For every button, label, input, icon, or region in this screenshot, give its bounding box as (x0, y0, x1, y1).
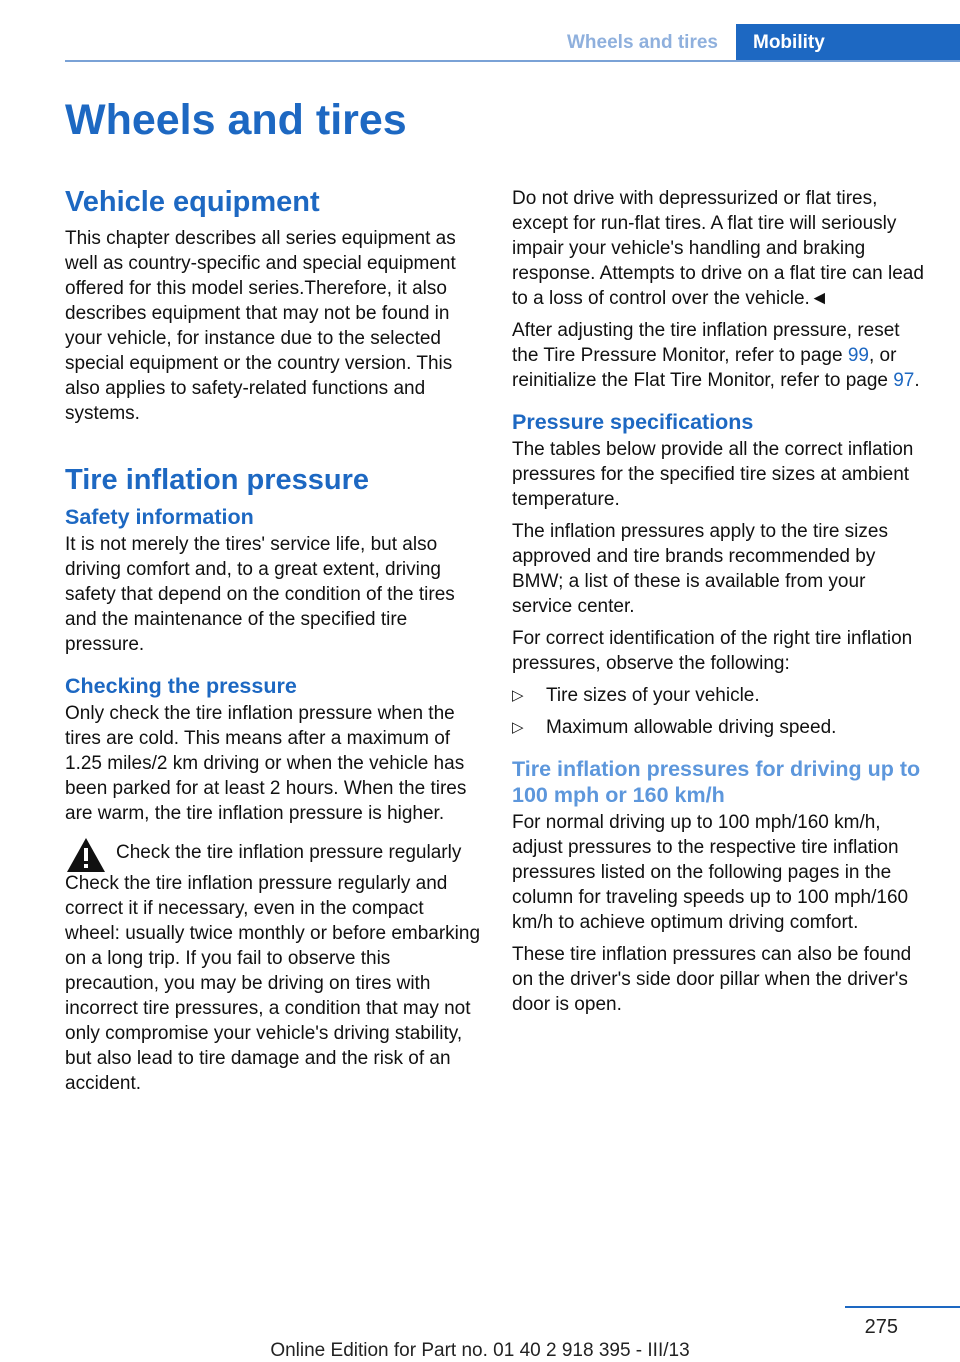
list-item-text: Maximum allowable driving speed. (546, 717, 837, 738)
tire-pressure-heading: Tire inflation pressure (65, 464, 370, 496)
checking-pressure-text: Only check the tire inflation pressure when the tires are cold. This means after a maximum of 1.25 miles/2 km driving or when the vehicle has been parked for at least 2 hours. When the tires are warm, the tire inflation pressure is higher. (65, 703, 467, 824)
warning-block (65, 840, 481, 1096)
triangle-bullet-icon: ▷ (512, 687, 524, 704)
edition-footer: Online Edition for Part no. 01 40 2 918 395 - III/13 (270, 1340, 690, 1361)
driving-pressure-heading: Tire inflation pressures for driving up to 100 mph or 160 km/h (512, 757, 921, 807)
vehicle-equipment-heading: Vehicle equipment (65, 186, 320, 218)
specs-para-2: The inflation pressures apply to the tire sizes approved and tire brands recommended by BMW; a list of these is available from your service center. (512, 521, 888, 617)
chapter-tab[interactable]: Mobility (736, 24, 960, 62)
reset-monitor-text (512, 318, 928, 393)
reset-text-part2: , or reinitialize the Flat Tire Monitor, refer to page (512, 345, 897, 391)
left-column (65, 182, 481, 1100)
footer-rule (845, 1306, 960, 1308)
warning-body: and correct it if necessary, even in the compact wheel: usually twice monthly or before embarking on a long trip. If you fail to observe this precaution, you may be driving on tires with incorrect tire pressures, a condition that may not only compromise your vehicle's driving stability, but also lead to tire damage and the risk of an accident. (65, 873, 481, 1094)
header-rule (65, 60, 960, 62)
list-item (512, 715, 928, 740)
section-tab[interactable]: Wheels and tires (567, 32, 718, 53)
driving-para-2: These tire inflation pressures can also be found on the driver's side door pillar when the driver's door is open. (512, 944, 912, 1015)
warning-title: Check the tire inflation pressure regularly (116, 842, 462, 863)
checking-pressure-heading: Checking the pressure (65, 674, 297, 698)
page-number: 275 (864, 1316, 898, 1338)
specs-bullet-list (512, 683, 928, 740)
reset-text-part3: . (914, 370, 920, 391)
page-link-99[interactable]: 99 (847, 345, 869, 366)
safety-information-heading: Safety information (65, 505, 254, 529)
list-item (512, 683, 928, 708)
vehicle-equipment-text: This chapter describes all series equipment as well as country-specific and special equipment offered for this model series.Therefore, it also describes equipment that may not be found in your vehicle, for instance due to the selected special equipment or the country version. This also applies to safety-related functions and systems. (65, 228, 456, 424)
right-column (512, 186, 928, 1024)
list-item-text: Tire sizes of your vehicle. (546, 685, 760, 706)
page-header (65, 24, 960, 62)
triangle-bullet-icon: ▷ (512, 719, 524, 736)
reset-text-part1: After adjusting the tire inflation pressure, reset the Tire Pressure Monitor, refer to page (512, 320, 900, 366)
safety-information-text: It is not merely the tires' service life, but also driving comfort and, to a great extent, driving safety that depend on the condition of the tires and the maintenance of the specified tire pressure. (65, 534, 455, 655)
flat-tire-text: Do not drive with depressurized or flat tires, except for run-flat tires. A flat tire will seriously impair your vehicle's handling and braking response. Attempts to drive on a flat tire can lead to a loss of control over the vehicle.◄ (512, 188, 924, 309)
page-title: Wheels and tires (65, 96, 407, 144)
driving-para-1: For normal driving up to 100 mph/160 km/h, adjust pressures to the respective tire inflation pressures listed on the following pages in the column for traveling speeds up to 100 mph/160 km/h to achieve optimum driving comfort. (512, 812, 909, 933)
page-link-97[interactable]: 97 (893, 370, 915, 391)
warning-lead: Check the tire inflation pressure regularly (65, 873, 411, 894)
specs-para-1: The tables below provide all the correct inflation pressures for the specified tire sizes at ambient temperature. (512, 439, 914, 510)
pressure-specifications-heading: Pressure specifications (512, 410, 754, 434)
specs-para-3: For correct identification of the right tire inflation pressures, observe the following: (512, 628, 913, 674)
warning-text (65, 871, 481, 1096)
warning-triangle-icon (65, 836, 107, 874)
